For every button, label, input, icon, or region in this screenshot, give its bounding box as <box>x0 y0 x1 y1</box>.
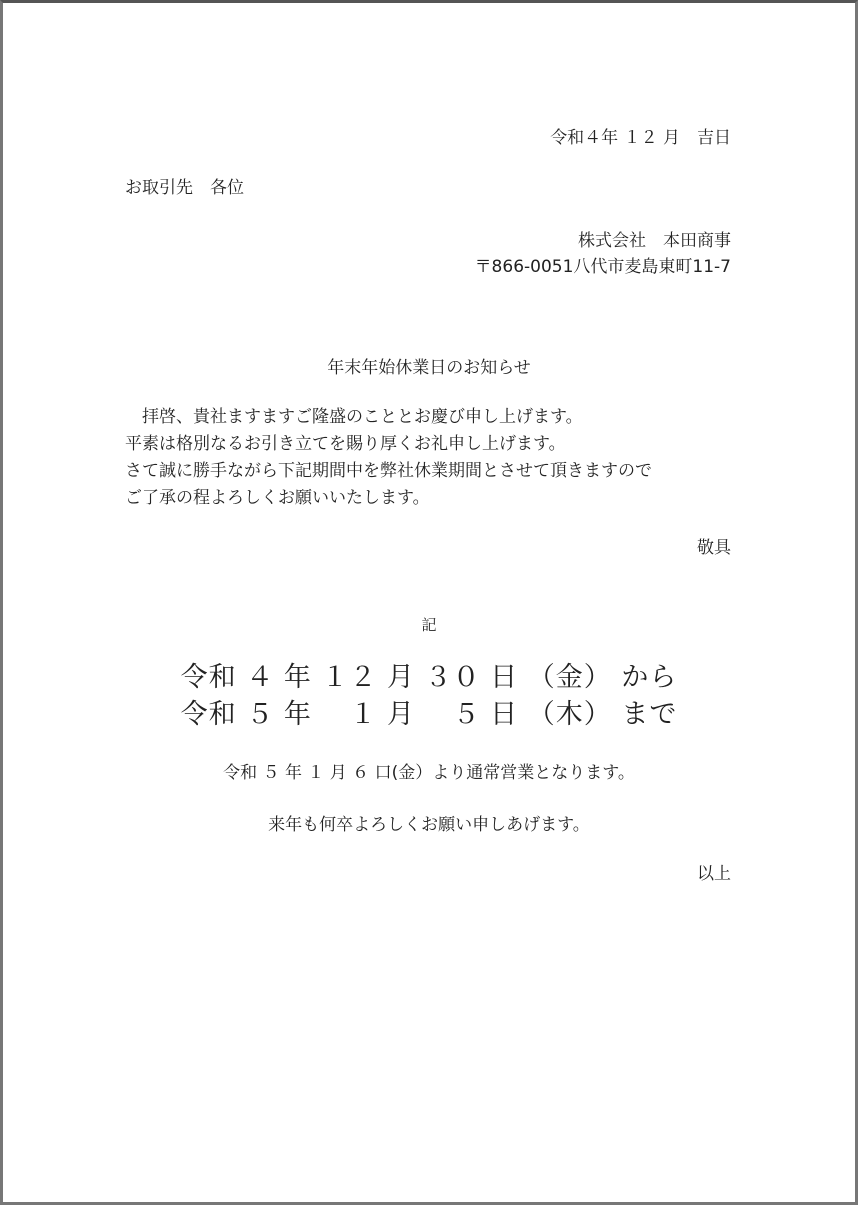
recipient: お取引先 各位 <box>125 178 244 198</box>
body-line-3: さて誠に勝手ながら下記期間中を弊社休業期間とさせて頂きますので <box>125 461 652 481</box>
body-line-2: 平素は格別なるお引き立てを賜り厚くお礼申し上げます。 <box>125 434 566 454</box>
body-line-1: 拝啓、貴社ますますご隆盛のこととお慶び申し上げます。 <box>125 407 583 427</box>
next-year-greeting: 来年も何卒よろしくお願い申しあげます。 <box>268 815 590 835</box>
notice-title: 年末年始休業日のお知らせ <box>327 358 531 378</box>
closing-keigu: 敬具 <box>697 538 731 558</box>
period-from: 令和 ４ 年 １２ 月 ３０ 日 （金） から <box>180 662 678 693</box>
ki-label: 記 <box>421 616 437 634</box>
sender-address: 〒866-0051八代市麦島東町11-7 <box>474 257 731 277</box>
letter-date: 令和４年 １２ 月 吉日 <box>550 128 731 148</box>
body-line-4: ご了承の程よろしくお願いいたします。 <box>125 488 430 508</box>
period-to: 令和 ５ 年 １ 月 ５ 日 （木） まで <box>180 699 678 730</box>
sender-company: 株式会社 本田商事 <box>578 231 731 251</box>
resume-notice: 令和 ５ 年 １ 月 ６ 口(金）より通常営業となります。 <box>223 763 635 783</box>
end-mark: 以上 <box>697 864 731 884</box>
